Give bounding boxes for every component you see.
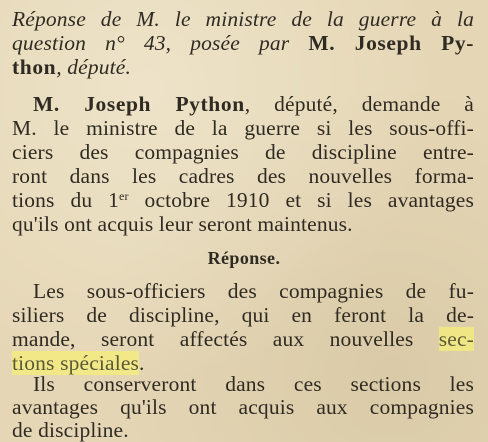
paragraph1-line-4: [12, 164, 474, 188]
paragraph1-line-1: [33, 92, 474, 116]
paragraph-text: avantages qu'ils ont acquis aux compagnies: [12, 395, 474, 419]
paragraph-text: Les sous-officiers des compagnies de fu-: [33, 279, 474, 303]
paragraph-text: ciers des compagnies de discipline entre-: [12, 140, 474, 164]
question-text: , député.: [56, 55, 132, 79]
question-text: question n° 43, posée par: [12, 31, 290, 55]
question-header-line-3: [12, 55, 474, 79]
question-header-line-1: [12, 7, 474, 31]
paragraph1-line-5: [12, 188, 474, 212]
deputy-name: thon: [12, 55, 57, 79]
paragraph-text: siliers de discipline, qui en feront la de-: [12, 303, 474, 327]
response-heading: Réponse.: [207, 248, 281, 268]
paragraph1-line-6: [12, 212, 474, 236]
paragraph1-line-3: [12, 140, 474, 164]
paragraph-text: Ils conserveront dans ces sections les: [33, 372, 474, 396]
deputy-name: M. Joseph Py-: [308, 31, 474, 55]
highlighted-text: tions spéciales: [12, 351, 140, 375]
paragraph-text: , député, demande à: [244, 92, 474, 116]
paragraph-text: mande, seront affectés aux nouvelles: [12, 327, 414, 351]
paragraph-text: de discipline.: [12, 418, 129, 442]
paragraph-text: tions du 1er octobre 1910 et si les avantages: [12, 188, 474, 212]
question-header-line-2: [12, 31, 474, 55]
question-text: Réponse de M. le ministre de la guerre à la: [12, 7, 474, 31]
paragraph-text: .: [139, 351, 145, 375]
paragraph2-line-2: [12, 303, 474, 327]
paragraph3-line-3: [12, 418, 474, 442]
paragraph-text: ront dans les cadres des nouvelles forma-: [12, 164, 474, 188]
paragraph1-line-2: [12, 116, 474, 140]
paragraph2-line-1: [33, 279, 474, 303]
deputy-name: M. Joseph Python: [33, 92, 245, 116]
paragraph3-line-1: [33, 372, 474, 396]
paragraph-text: qu'ils ont acquis leur seront maintenus.: [12, 212, 353, 236]
paragraph3-line-2: [12, 395, 474, 419]
highlighted-text: sec-: [438, 327, 474, 351]
paragraph2-line-3: [12, 327, 474, 351]
paragraph-text: M. le ministre de la guerre si les sous-offi-: [12, 116, 474, 140]
